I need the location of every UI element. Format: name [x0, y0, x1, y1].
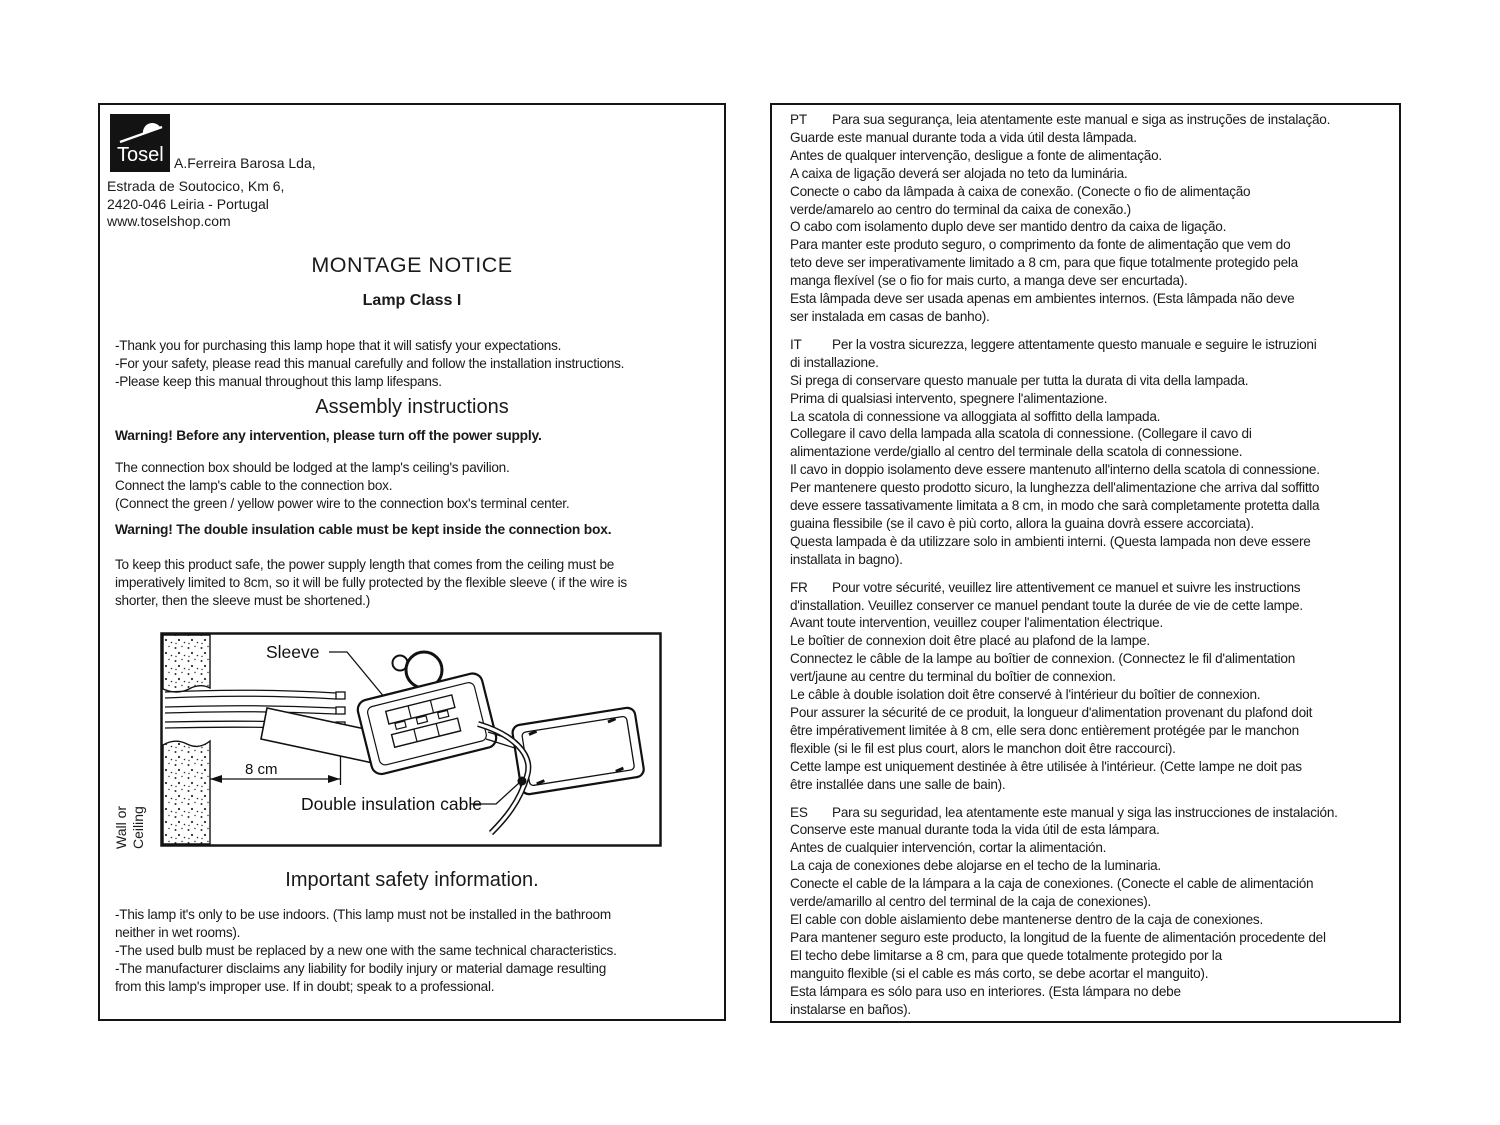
assembly-heading: Assembly instructions: [315, 396, 509, 418]
text-line: instalarse en baños).: [790, 1001, 911, 1017]
text-line: Le câble à double isolation doit être conservé à l'intérieur du boîtier de connexion.: [790, 687, 1261, 703]
text-line: Per mantenere questo prodotto sicuro, la lunghezza dell'alimentazione che arriva dal soffitto: [790, 480, 1320, 496]
text-line: -The manufacturer disclaims any liability for bodily injury or material damage resulting: [115, 961, 606, 976]
company-website: www.toselshop.com: [107, 213, 231, 230]
text-line: Per la vostra sicurezza, leggere attentamente questo manuale e seguire le istruzioni: [832, 336, 1317, 352]
text-line: shorter, then the sleeve must be shortened.): [115, 593, 370, 608]
text-line: A caixa de ligação deverá ser alojada no teto da luminária.: [790, 165, 1128, 181]
text-line: manga flexível (se o fio for mais curto, a manga deve ser encurtada).: [790, 273, 1188, 289]
text-line: être installée dans une salle de bain).: [790, 776, 1006, 792]
company-name: A.Ferreira Barosa Lda,: [174, 155, 316, 171]
section-first-line: [790, 804, 1387, 822]
section-first-line: [790, 336, 1387, 354]
warning-power-supply: Warning! Before any intervention, please turn off the power supply.: [115, 428, 542, 443]
text-line: Wall or: [113, 805, 129, 849]
warning-double-insulation: Warning! The double insulation cable must be kept inside the connection box.: [115, 522, 612, 537]
text-line: The connection box should be lodged at the lamp's ceiling's pavilion.: [115, 460, 510, 475]
section-body: [790, 597, 1387, 794]
text-line: Connectez le câble de la lampe au boîtier de connexion. (Connectez le fil d'alimentation: [790, 651, 1296, 667]
text-line: Questa lampada è da utilizzare solo in ambienti interni. (Questa lampada non deve essere: [790, 533, 1311, 549]
translation-section-fr: [790, 579, 1387, 794]
left-panel: [98, 103, 726, 1021]
text-line: O cabo com isolamento duplo deve ser mantido dentro da caixa de ligação.: [790, 219, 1227, 235]
section-first-line: [790, 579, 1387, 597]
section-body: [790, 354, 1387, 569]
text-line: To keep this product safe, the power supply length that comes from the ceiling must be: [115, 557, 615, 572]
cable-callout-dot: [518, 777, 527, 786]
intro-paragraph: [115, 337, 624, 391]
sleeve-label: Sleeve: [266, 642, 320, 662]
text-line: -Please keep this manual throughout this lamp lifespans.: [115, 374, 442, 389]
text-line: teto deve ser imperativamente limitado a 8 cm, para que fique totalmente protegido pela: [790, 255, 1298, 271]
text-line: El techo debe limitarse a 8 cm, para que quede totalmente protegido por la: [790, 947, 1222, 963]
safety-heading: Important safety information.: [285, 869, 539, 891]
translation-section-es: [790, 804, 1387, 1019]
text-line: Si prega di conservare questo manuale per tutta la durata di vita della lampada.: [790, 372, 1249, 388]
language-code: FR: [790, 579, 808, 595]
text-line: Para sua segurança, leia atentamente este manual e siga as instruções de instalação.: [832, 112, 1331, 127]
text-line: Connect the lamp's cable to the connection box.: [115, 478, 393, 493]
text-line: Para manter este produto seguro, o comprimento da fonte de alimentação que vem do: [790, 237, 1291, 253]
text-line: di installazione.: [790, 354, 879, 370]
text-line: flexible (si le fil est plus court, alors le manchon doit être raccourci).: [790, 740, 1176, 756]
text-line: (Connect the green / yellow power wire to the connection box's terminal center.: [115, 496, 570, 511]
text-line: Collegare il cavo della lampada alla scatola di connessione. (Collegare il cavo di: [790, 426, 1252, 442]
language-code: IT: [790, 336, 802, 352]
section-body: [790, 821, 1387, 1018]
text-line: El cable con doble aislamiento debe mantenerse dentro de la caja de conexiones.: [790, 911, 1263, 927]
text-line: Pour votre sécurité, veuillez lire attentivement ce manuel et suivre les instructions: [832, 579, 1301, 595]
text-line: deve essere tassativamente limitata a 8 cm, in modo che sarà completamente protetta dalla: [790, 498, 1320, 514]
company-address: [107, 178, 284, 231]
assembly-diagram: [160, 632, 662, 847]
text-line: Para su seguridad, lea atentamente este manual y siga las instrucciones de instalación.: [832, 804, 1338, 820]
text-line: -The used bulb must be replaced by a new one with the same technical characteristics.: [115, 943, 617, 958]
wall-ceiling-label: [113, 779, 153, 849]
section-first-line: [790, 111, 1387, 129]
cable-length-paragraph: [115, 556, 627, 610]
tosel-logo: [110, 114, 170, 172]
translation-section-pt: [790, 111, 1387, 326]
text-line: Conserve este manual durante toda la vida útil de esta lámpara.: [790, 822, 1160, 838]
text-line: d'installation. Veuillez conserver ce manuel pendant toute la durée de vie de cette lampe.: [790, 597, 1303, 613]
translation-section-it: [790, 336, 1387, 569]
cable-label: Double insulation cable: [301, 794, 482, 814]
text-line: La caja de conexiones debe alojarse en el techo de la luminaria.: [790, 858, 1161, 874]
logo-brand-text: Tosel: [117, 144, 164, 166]
text-line: verde/amarelo ao centro do terminal da caixa de conexão.): [790, 201, 1131, 217]
text-line: Conecte o cabo da lâmpada à caixa de conexão. (Conecte o fio de alimentação: [790, 183, 1251, 199]
text-line: manguito flexible (si el cable es más corto, se debe acortar el manguito).: [790, 965, 1209, 981]
page-title: MONTAGE NOTICE: [311, 253, 513, 277]
text-line: ser instalada em casas de banho).: [790, 308, 990, 324]
text-line: Conecte el cable de la lámpara a la caja de conexiones. (Conecte el cable de alimentación: [790, 876, 1314, 892]
text-line: Esta lámpara es sólo para uso en interiores. (Esta lámpara no debe: [790, 983, 1181, 999]
text-line: verde/amarillo al centro del terminal de la caja de conexiones).: [790, 894, 1152, 910]
assembly-paragraph: [115, 459, 569, 513]
dimension-label: 8 cm: [245, 761, 278, 778]
text-line: Pour assurer la sécurité de ce produit, la longueur d'alimentation provenant du plafond doit: [790, 705, 1313, 720]
lamp-class-subtitle: Lamp Class I: [362, 292, 462, 309]
text-line: Cette lampe est uniquement destinée à être utilisée à l'intérieur. (Cette lampe ne doit pas: [790, 758, 1302, 774]
text-line: Ceiling: [130, 806, 146, 849]
section-body: [790, 129, 1387, 326]
text-line: neither in wet rooms).: [115, 925, 241, 940]
text-line: Para mantener seguro este producto, la longitud de la fuente de alimentación procedente del: [790, 929, 1326, 945]
text-line: Antes de qualquer intervenção, desligue a fonte de alimentação.: [790, 147, 1162, 163]
text-line: installata in bagno).: [790, 551, 903, 567]
text-line: Avant toute intervention, veuillez couper l'alimentation électrique.: [790, 615, 1163, 631]
text-line: imperatively limited to 8cm, so it will be fully protected by the flexible sleeve ( if the wire is: [115, 575, 627, 590]
safety-paragraph: [115, 906, 617, 996]
language-code: ES: [790, 804, 808, 820]
text-line: vert/jaune au centre du terminal du boîtier de connexion.: [790, 669, 1116, 685]
text-line: Antes de cualquier intervención, cortar la alimentación.: [790, 840, 1107, 856]
text-line: -Thank you for purchasing this lamp hope that it will satisfy your expectations.: [115, 338, 562, 353]
text-line: -For your safety, please read this manual carefully and follow the installation instructions.: [115, 356, 625, 371]
text-line: from this lamp's improper use. If in doubt; speak to a professional.: [115, 979, 495, 994]
text-line: -This lamp it's only to be use indoors. (This lamp must not be installed in the bathroom: [115, 907, 611, 922]
text-line: Guarde este manual durante toda a vida útil desta lâmpada.: [790, 129, 1137, 145]
company-address-line: 2420-046 Leiria - Portugal: [107, 195, 269, 212]
text-line: alimentazione verde/giallo al centro del terminale della scatola di connessione.: [790, 444, 1243, 460]
text-line: Le boîtier de connexion doit être placé au plafond de la lampe.: [790, 633, 1150, 649]
text-line: Prima di qualsiasi intervento, spegnere l'alimentazione.: [790, 390, 1108, 406]
company-address-line: Estrada de Soutocico, Km 6,: [107, 178, 285, 194]
translations-panel: [770, 103, 1401, 1023]
text-line: La scatola di connessione va alloggiata al soffitto della lampada.: [790, 408, 1161, 424]
text-line: guaina flessibile (se il cavo è più corto, allora la guaina dovrà essere accorciata).: [790, 515, 1254, 531]
text-line: Esta lâmpada deve ser usada apenas em ambientes internos. (Esta lâmpada não deve: [790, 291, 1295, 307]
text-line: être impérativement limitée à 8 cm, elle sera donc entièrement protégée par le manchon: [790, 722, 1299, 738]
text-line: Il cavo in doppio isolamento deve essere mantenuto all'interno della scatola di connessione.: [790, 462, 1320, 478]
language-code: PT: [790, 112, 807, 127]
